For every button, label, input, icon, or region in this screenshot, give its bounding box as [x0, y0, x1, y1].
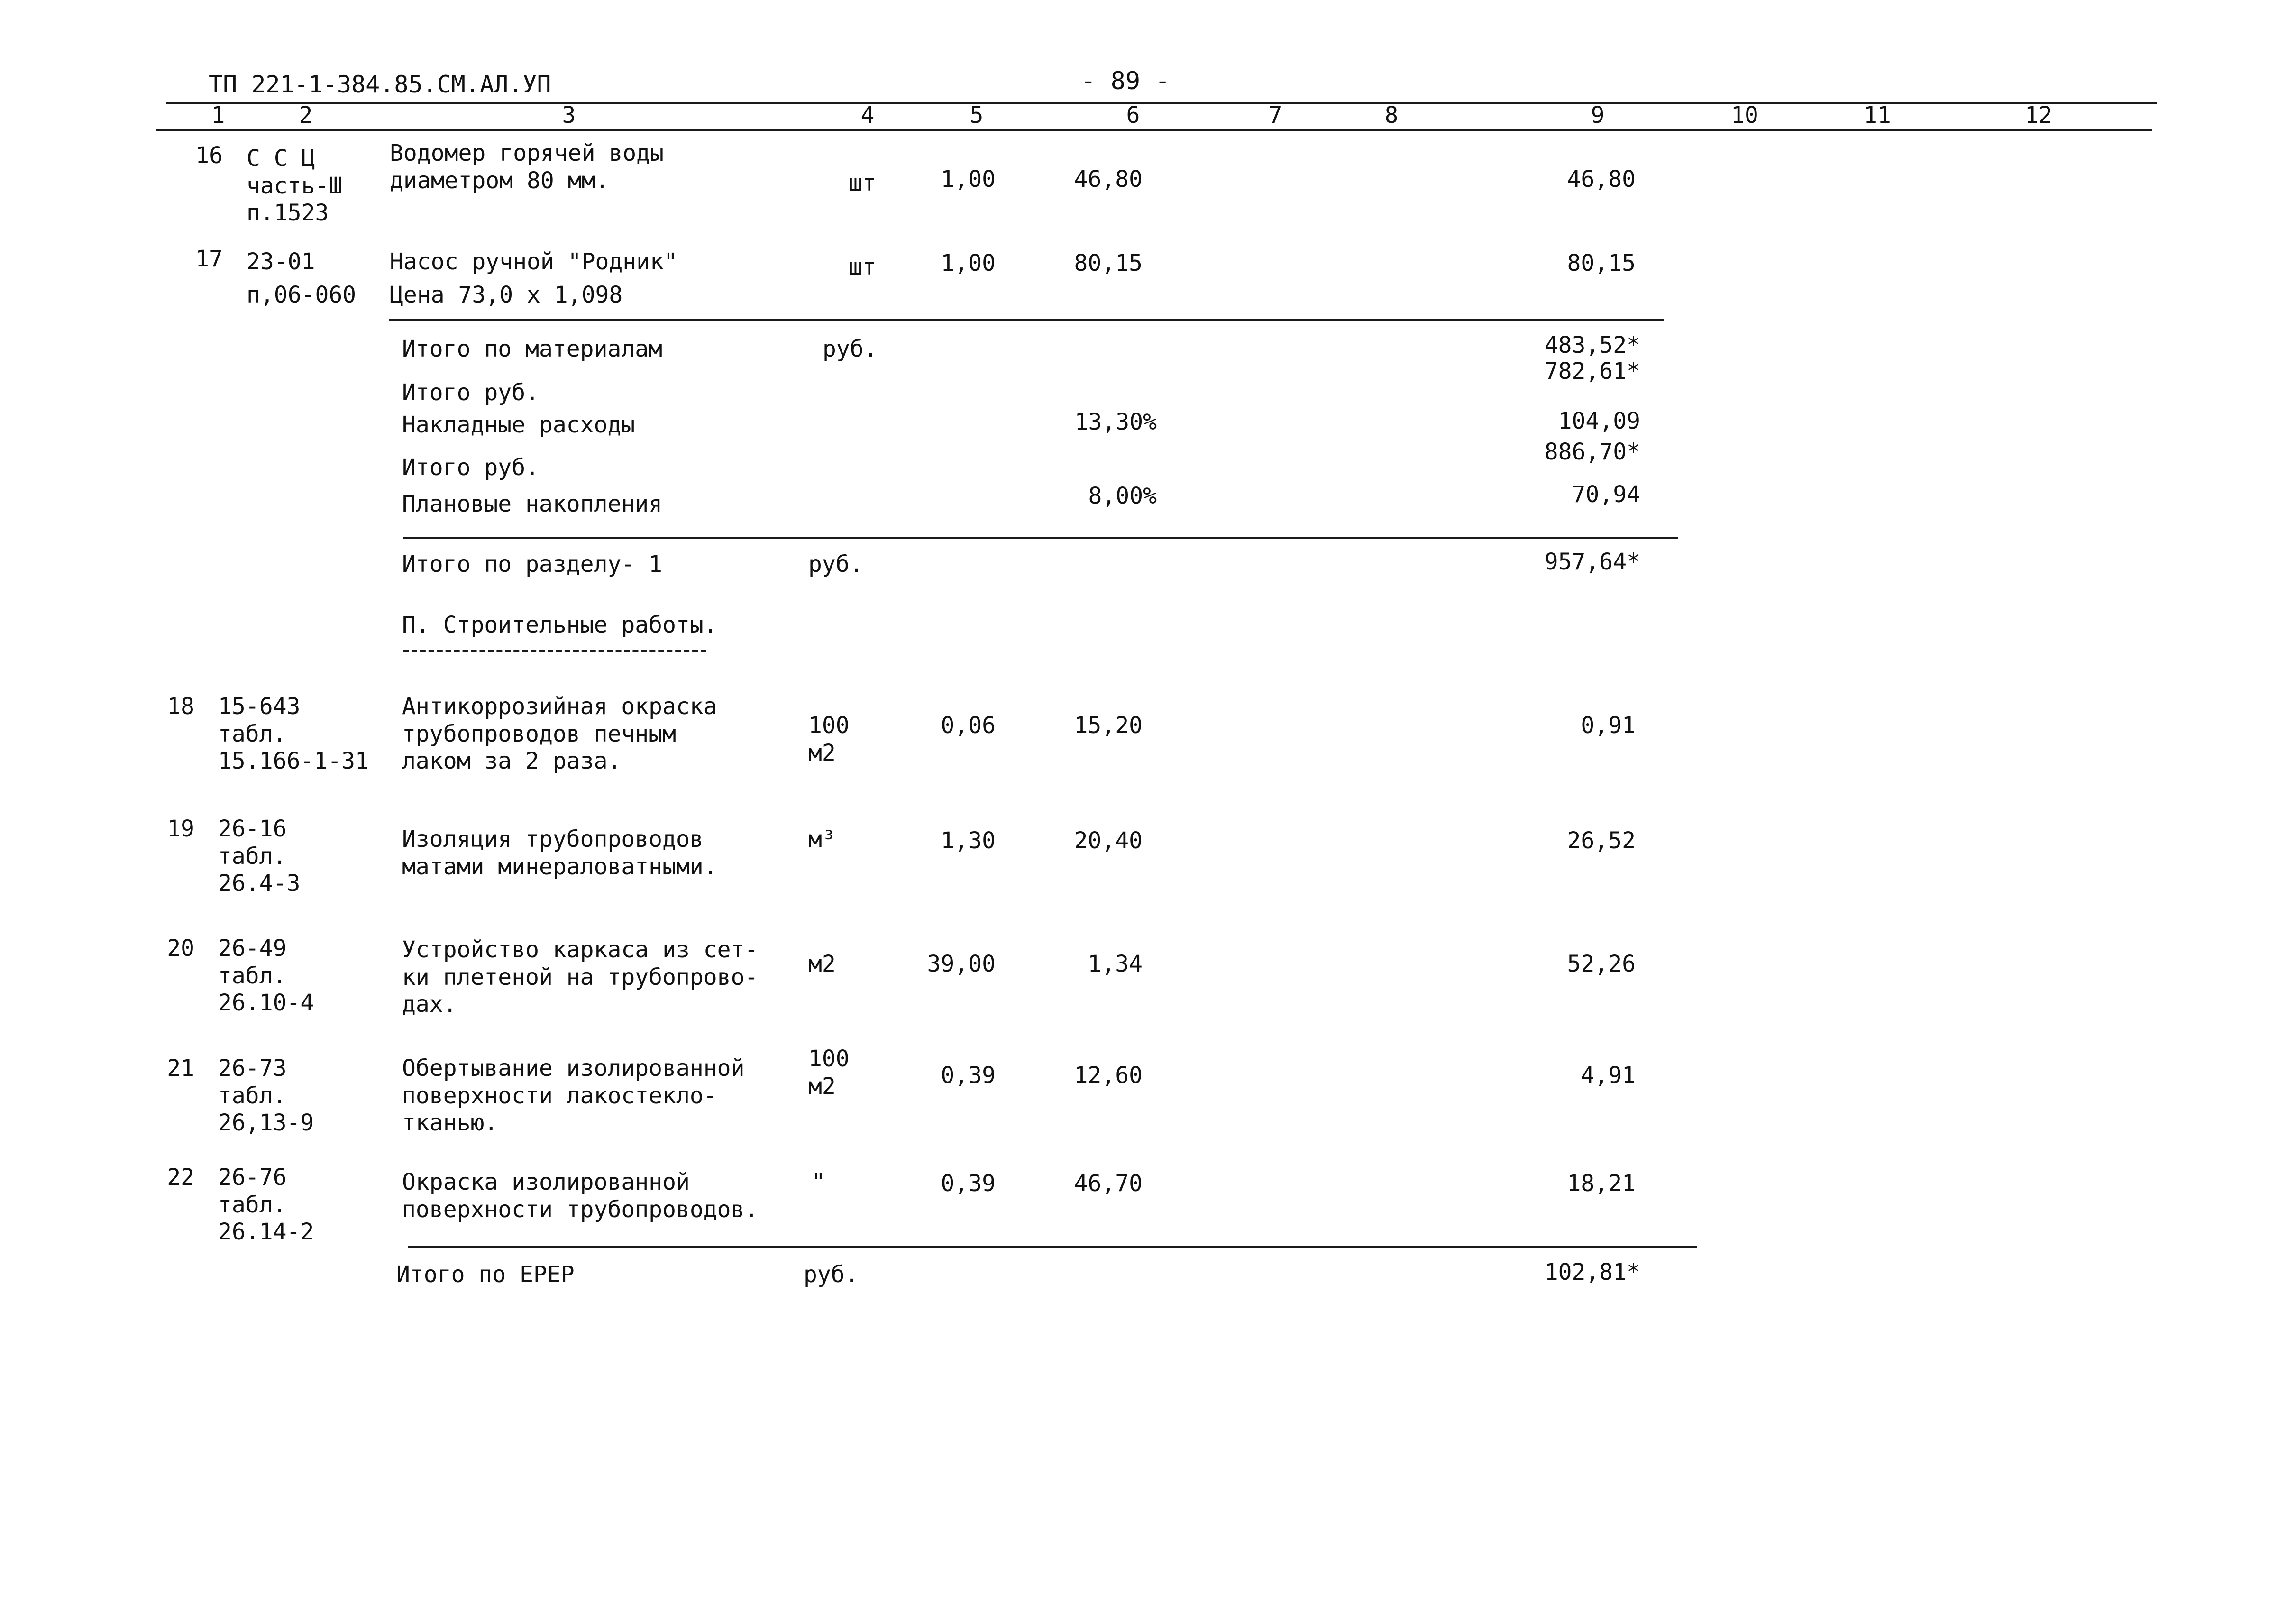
row-unit-price: 20,40 [1074, 827, 1143, 854]
row-description: Насос ручной "Родник" Цена 73,0 х 1,098 [390, 248, 677, 308]
row-number: 22 [167, 1164, 194, 1191]
section-total-rule [403, 537, 1678, 539]
section-total-value: 957,64* [1544, 549, 1640, 575]
row-quantity: 1,00 [941, 166, 996, 193]
row-total: 26,52 [1567, 827, 1636, 854]
summary-label: Накладные расходы [402, 412, 635, 438]
column-number: 5 [970, 102, 984, 128]
row-unit: шт [849, 170, 876, 196]
row-quantity: 1,00 [941, 250, 996, 276]
summary-total: 104,09 [1558, 408, 1640, 434]
row-total: 80,15 [1567, 250, 1636, 276]
row-code: 26-16 табл. 26.4-3 [218, 816, 301, 897]
summary-label: Итого по материалам [402, 336, 663, 362]
row-code: 26-73 табл. 26,13-9 [218, 1055, 314, 1137]
row-code: С С Ц часть-Ш п.1523 [247, 145, 343, 227]
row-unit: " [812, 1169, 825, 1195]
row-number: 16 [195, 142, 223, 169]
row-number: 19 [167, 816, 194, 842]
summary-total: 782,61* [1544, 358, 1640, 385]
column-number: 9 [1591, 102, 1605, 128]
column-number: 2 [299, 102, 313, 128]
summary-rate: 13,30% [1074, 409, 1157, 435]
column-number: 10 [1731, 102, 1758, 128]
row-unit: м³ [808, 826, 836, 853]
final-total-value: 102,81* [1544, 1259, 1640, 1285]
column-number: 1 [211, 102, 225, 128]
final-total-unit: руб. [804, 1261, 859, 1288]
column-number: 6 [1126, 102, 1140, 128]
document-code: ТП 221-1-384.85.СМ.АЛ.УП [209, 71, 551, 98]
row-total: 46,80 [1567, 166, 1636, 193]
summary-rate: 8,00% [1088, 483, 1157, 509]
section-title-underline [403, 650, 706, 652]
row-total: 4,91 [1581, 1062, 1636, 1089]
row-description: Обертывание изолированной поверхности лакостекло- тканью. [402, 1055, 745, 1137]
final-total-label: Итого по ЕРЕР [396, 1261, 575, 1288]
summary-label: Итого руб. [402, 454, 539, 481]
row-unit-price: 46,70 [1074, 1170, 1143, 1197]
row-unit: 100 м2 [808, 712, 850, 766]
row-unit-price: 12,60 [1074, 1062, 1143, 1089]
row-unit-price: 15,20 [1074, 712, 1143, 739]
section-total-unit: руб. [808, 551, 863, 578]
summary-total: 483,52* [1544, 332, 1640, 358]
row-description: Изоляция трубопроводов матами минераловатными. [402, 826, 717, 880]
row-description: Устройство каркаса из сет- ки плетеной на трубопрово- дах. [402, 936, 759, 1018]
subtotal-rule [389, 319, 1664, 321]
row-total: 18,21 [1567, 1170, 1636, 1197]
row-code: 26-49 табл. 26.10-4 [218, 935, 314, 1017]
summary-total: 70,94 [1572, 481, 1640, 508]
row-unit: шт [849, 254, 876, 280]
row-quantity: 0,06 [941, 712, 996, 739]
row-quantity: 0,39 [941, 1062, 996, 1089]
summary-total: 886,70* [1544, 439, 1640, 465]
section-title: П. Строительные работы. [402, 612, 717, 638]
row-total: 0,91 [1581, 712, 1636, 739]
row-description: Окраска изолированной поверхности трубопроводов. [402, 1169, 759, 1223]
summary-unit: руб. [823, 336, 878, 362]
column-number: 12 [2025, 102, 2052, 128]
column-number: 3 [562, 102, 576, 128]
column-number: 4 [860, 102, 875, 128]
row-number: 20 [167, 935, 194, 962]
header-bottom-rule [156, 129, 2152, 131]
column-number: 8 [1384, 102, 1399, 128]
row-unit-price: 1,34 [1088, 951, 1143, 977]
row-unit: м2 [808, 951, 836, 977]
row-code: 26-76 табл. 26.14-2 [218, 1164, 314, 1246]
row-number: 18 [167, 693, 194, 720]
row-number: 17 [195, 246, 223, 272]
column-number: 11 [1864, 102, 1891, 128]
page-number: - 89 - [1081, 67, 1170, 95]
row-description: Антикоррозийная окраска трубопроводов печным лаком за 2 раза. [402, 693, 717, 775]
final-total-rule [408, 1246, 1697, 1248]
row-code: 15-643 табл. 15.166-1-31 [218, 693, 369, 775]
row-code: 23-01 п,06-060 [247, 248, 357, 308]
row-description: Водомер горячей воды диаметром 80 мм. [390, 140, 664, 194]
summary-label: Плановые накопления [402, 491, 663, 517]
row-unit: 100 м2 [808, 1046, 850, 1100]
row-unit-price: 46,80 [1074, 166, 1143, 193]
row-quantity: 1,30 [941, 827, 996, 854]
row-unit-price: 80,15 [1074, 250, 1143, 276]
row-total: 52,26 [1567, 951, 1636, 977]
column-number: 7 [1268, 102, 1282, 128]
row-quantity: 39,00 [927, 951, 996, 977]
section-total-label: Итого по разделу- 1 [402, 551, 663, 578]
row-number: 21 [167, 1055, 194, 1082]
summary-label: Итого руб. [402, 379, 539, 406]
row-quantity: 0,39 [941, 1170, 996, 1197]
